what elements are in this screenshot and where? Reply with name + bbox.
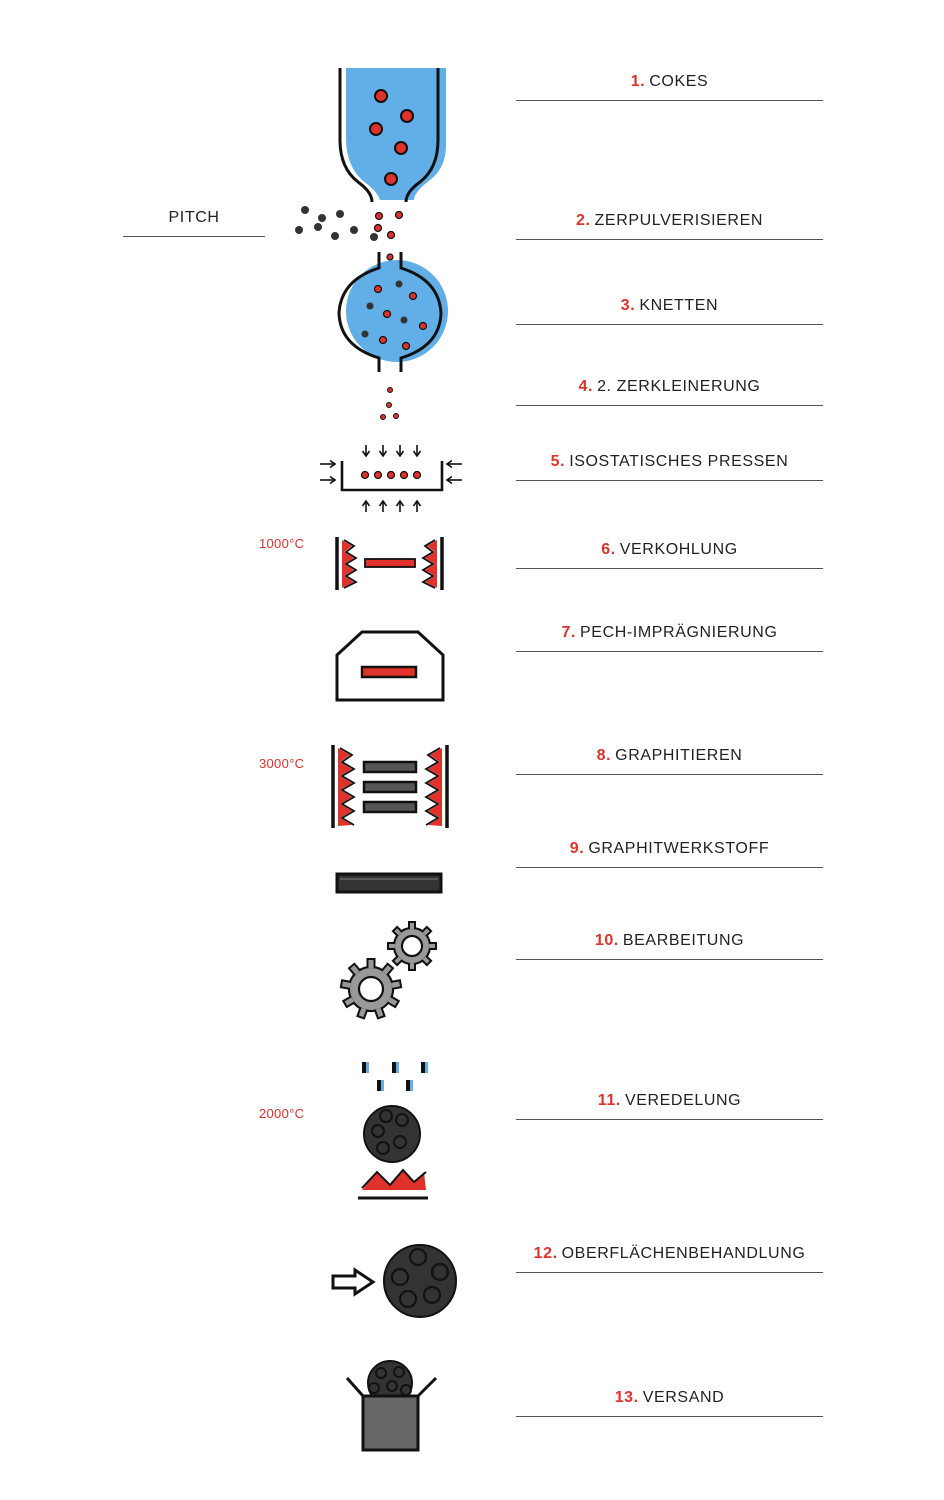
furnace-icon [337,537,442,590]
step-label: GRAPHITIEREN [615,747,743,764]
graphitization-furnace-icon [333,745,447,828]
press-icon [320,445,462,512]
step-number: 1. [630,73,646,90]
step-label: ISOSTATISCHES PRESSEN [569,453,789,470]
step-number: 4. [578,378,594,395]
temperature-graphitieren: 3000°C [259,756,305,771]
step-label: KNETTEN [639,297,719,314]
step-label: 2. ZERKLEINERUNG [597,378,761,395]
step-label: VERKOHLUNG [619,541,738,558]
step-number: 9. [569,840,585,857]
pitch-label: PITCH [123,209,265,237]
step-number: 13. [614,1389,639,1406]
temperature-verkohlung: 1000°C [259,536,305,551]
step-label: PECH-IMPRÄGNIERUNG [580,624,778,641]
powder-icon [295,206,403,241]
graphite-block-icon [337,874,441,892]
step-number: 7. [561,624,577,641]
gears-icon [341,922,436,1018]
surface-treatment-icon [333,1245,456,1317]
step-label: VERSAND [642,1389,725,1406]
step-label: BEARBEITUNG [622,932,745,949]
step-label: ZERPULVERISIEREN [594,212,763,229]
step-number: 5. [550,453,566,470]
step-number: 8. [596,747,612,764]
step-label: COKES [649,73,709,90]
step-number: 6. [601,541,616,558]
step-label: GRAPHITWERKSTOFF [588,840,770,857]
step-number: 2. [576,212,591,229]
step-number: 12. [533,1245,558,1262]
impregnation-icon [337,632,443,700]
temperature-veredelung: 2000°C [259,1106,305,1121]
step-number: 10. [594,932,619,949]
purification-icon [358,1062,428,1198]
step-number: 3. [620,297,636,314]
hopper-icon [340,68,446,202]
shipping-box-icon [347,1361,436,1450]
step-label: OBERFLÄCHENBEHANDLUNG [561,1245,806,1262]
granules-icon [381,388,399,420]
step-label: VEREDELUNG [624,1092,742,1109]
kneader-icon [339,252,448,372]
step-number: 11. [597,1092,621,1109]
